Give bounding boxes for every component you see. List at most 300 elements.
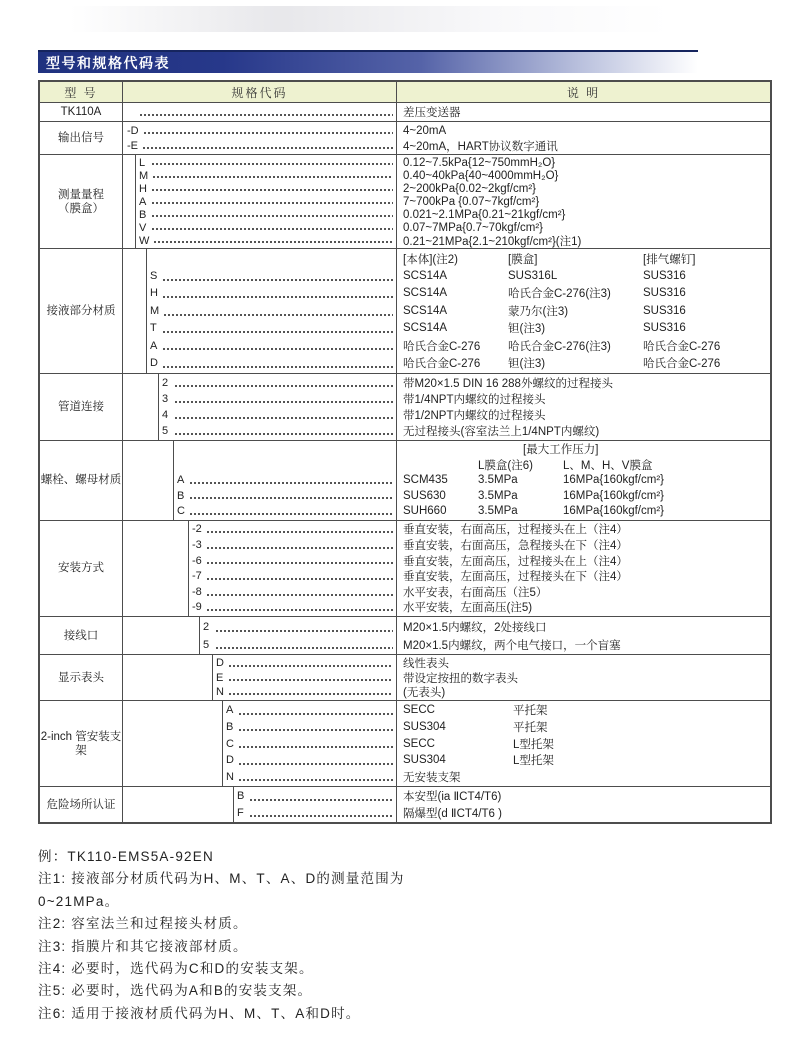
description-text: 0.21~21MPa{2.1~210kgf/cm²}(注1) xyxy=(403,235,582,248)
description-line xyxy=(397,182,768,195)
dotted-leader-line xyxy=(239,746,393,748)
footnote-text: 注4: 必要时，选代码为C和D的安装支架。 xyxy=(38,960,314,976)
section-wiring-port xyxy=(40,617,770,655)
description-line xyxy=(397,568,768,584)
dotted-leader-line xyxy=(140,114,393,116)
description-line xyxy=(397,407,768,423)
code-indent-divider xyxy=(158,374,159,440)
description-line xyxy=(397,685,768,699)
description-col-2: SUS316L xyxy=(508,270,558,283)
model-spec-code-table xyxy=(38,80,772,824)
section-label-text: 2-inch 管安装支架 xyxy=(40,730,122,757)
option-code: -E xyxy=(127,139,138,152)
description-text: 4~20mA，HART协议数字通讯 xyxy=(403,140,558,153)
section-label xyxy=(40,249,123,373)
code-indent-divider xyxy=(135,155,136,248)
description-col-1: [本体](注2) xyxy=(403,253,458,266)
description-line xyxy=(397,234,768,247)
dotted-leader-line xyxy=(239,713,393,715)
description-col-2: 平托架 xyxy=(513,705,548,718)
description-col-3: SUS316 xyxy=(643,304,686,317)
col-header-spec-code: 规格代码 xyxy=(122,82,397,102)
footnotes xyxy=(38,846,738,1025)
section-label-text: TK110A xyxy=(60,106,102,118)
description-line xyxy=(397,156,768,169)
section-display-head xyxy=(40,655,770,701)
code-column xyxy=(123,122,396,154)
section-label-text: 管道连接 xyxy=(58,400,104,413)
description-text: 垂直安装，右面高压，过程接头在上（注4） xyxy=(403,524,628,537)
description-col-3: 16MPa{160kgf/cm²} xyxy=(563,474,665,487)
page-title: 型号和规格代码表 xyxy=(46,54,170,71)
option-code: A xyxy=(177,474,185,487)
code-line xyxy=(123,656,396,670)
code-line xyxy=(123,735,396,752)
description-col-1: SECC xyxy=(403,704,435,717)
section-label xyxy=(40,655,123,700)
description-text: 无安装支架 xyxy=(403,771,461,784)
description-line xyxy=(397,473,768,488)
description-line xyxy=(397,805,768,822)
dotted-leader-line xyxy=(207,578,393,580)
section-label-text: 螺栓、螺母材质 xyxy=(40,474,122,487)
code-line xyxy=(123,407,396,423)
code-line xyxy=(123,391,396,407)
description-text: 线性表头 xyxy=(403,658,449,671)
dotted-leader-line xyxy=(207,547,393,549)
option-code: H xyxy=(150,287,158,300)
dotted-leader-line xyxy=(164,314,393,316)
col-header-model: 型 号 xyxy=(64,85,98,100)
description-col-3: 哈氏合金C-276 xyxy=(643,358,721,371)
description-col-1: SCS14A xyxy=(403,322,448,335)
description-text: 带设定按扭的数字表头 xyxy=(403,672,518,685)
code-line xyxy=(123,488,396,503)
description-text: 垂直安装，右面高压，急程接头在下（注4） xyxy=(403,540,628,553)
code-line xyxy=(123,568,396,584)
description-line xyxy=(397,788,768,805)
description-col-1: SUH660 xyxy=(403,504,447,517)
option-code: -7 xyxy=(192,570,202,583)
description-text: 本安型(ia ⅡCT4/T6) xyxy=(403,791,502,804)
description-text: 带1/4NPT内螺纹的过程接头 xyxy=(403,393,546,406)
section-label xyxy=(40,701,123,786)
option-code: B xyxy=(237,790,245,803)
section-label xyxy=(40,787,123,822)
description-col-2: L型托架 xyxy=(513,738,554,751)
description-column xyxy=(396,155,768,248)
section-label xyxy=(40,441,123,520)
dotted-leader-line xyxy=(239,779,393,781)
example-code-text: 例：TK110-EMS5A-92EN xyxy=(38,849,214,864)
description-line xyxy=(397,123,768,138)
code-line xyxy=(123,375,396,391)
dotted-leader-line xyxy=(229,679,393,681)
option-code: C xyxy=(226,737,234,750)
option-code: B xyxy=(226,721,234,734)
code-indent-divider xyxy=(199,617,200,654)
code-line xyxy=(123,618,396,636)
code-line xyxy=(123,195,396,208)
dotted-leader-line xyxy=(190,497,393,499)
section-hazard-cert xyxy=(40,787,770,822)
footnote-text: 注5: 必要时，选代码为A和B的安装支架。 xyxy=(38,983,313,999)
code-line xyxy=(123,752,396,769)
code-line xyxy=(123,302,396,319)
code-line xyxy=(123,285,396,302)
dotted-leader-line xyxy=(175,433,393,435)
option-code: B xyxy=(177,489,185,502)
description-line xyxy=(397,195,768,208)
description-col-3: 16MPa{160kgf/cm²} xyxy=(563,489,665,502)
section-title-bar xyxy=(38,50,698,73)
code-line xyxy=(123,636,396,654)
description-line xyxy=(397,553,768,569)
dotted-leader-line xyxy=(144,132,393,134)
option-code: S xyxy=(150,270,158,283)
code-line xyxy=(123,234,396,247)
description-line xyxy=(397,671,768,685)
dotted-leader-line xyxy=(163,366,393,368)
description-line xyxy=(397,537,768,553)
code-line xyxy=(123,208,396,221)
description-text: [最大工作压力] xyxy=(523,444,599,457)
code-line xyxy=(123,457,396,472)
description-text: 垂直安装，左面高压，过程接头在下（注4） xyxy=(403,571,628,584)
description-text: 0.12~7.5kPa{12~750mmH₂O} xyxy=(403,156,556,169)
code-line xyxy=(123,156,396,169)
description-col-3: SUS316 xyxy=(643,270,686,283)
description-col-1: SCM435 xyxy=(403,474,448,487)
code-line xyxy=(123,553,396,569)
description-line xyxy=(397,320,768,337)
option-code: A xyxy=(139,195,147,208)
description-col-2: 哈氏合金C-276(注3) xyxy=(508,288,611,301)
col-header-description: 说 明 xyxy=(566,85,601,100)
description-line xyxy=(397,457,768,472)
code-line xyxy=(123,685,396,699)
description-text: 水平安表，右面高压（注5） xyxy=(403,586,548,599)
section-wetted-material xyxy=(40,249,770,374)
description-col-1: 哈氏合金C-276 xyxy=(403,358,481,371)
description-line xyxy=(397,488,768,503)
description-col-2: 蒙乃尔(注3) xyxy=(508,305,569,318)
option-code: D xyxy=(150,357,158,370)
option-code: 5 xyxy=(203,638,210,651)
dotted-leader-line xyxy=(175,401,393,403)
description-col-3: [排气螺钉] xyxy=(643,253,696,266)
option-code: L xyxy=(139,156,146,169)
description-text: 4~20mA xyxy=(403,124,447,137)
code-line xyxy=(123,769,396,786)
description-col-1: SCS14A xyxy=(403,287,448,300)
code-indent-divider xyxy=(146,249,147,373)
dotted-leader-line xyxy=(207,594,393,596)
code-line xyxy=(123,473,396,488)
description-col-1: SUS630 xyxy=(403,489,446,502)
code-line xyxy=(123,221,396,234)
description-line xyxy=(397,354,768,371)
section-label-text: 危险场所认证 xyxy=(46,798,116,811)
option-code: W xyxy=(139,234,150,247)
option-code: E xyxy=(216,671,224,684)
code-column xyxy=(123,521,396,617)
description-text: 带M20×1.5 DIN 16 288外螺纹的过程接头 xyxy=(403,377,613,390)
section-label xyxy=(40,103,123,121)
description-col-3: 16MPa{160kgf/cm²} xyxy=(563,504,665,517)
dotted-leader-line xyxy=(163,296,393,298)
code-line xyxy=(123,138,396,153)
description-line xyxy=(397,503,768,518)
dotted-leader-line xyxy=(216,630,393,632)
dotted-leader-line xyxy=(143,147,393,149)
table-header-row xyxy=(40,82,770,103)
option-code: F xyxy=(237,806,244,819)
description-text: 隔爆型(d ⅡCT4/T6 ) xyxy=(403,807,502,820)
option-code: N xyxy=(216,685,224,698)
description-line xyxy=(397,618,768,636)
description-column xyxy=(396,122,768,154)
description-text: M20×1.5内螺纹，两个电气接口，一个盲塞 xyxy=(403,639,621,652)
code-column xyxy=(123,249,396,373)
section-label xyxy=(40,122,123,154)
description-text: 7~700kPa {0.07~7kgf/cm²} xyxy=(403,195,540,208)
section-output-signal xyxy=(40,122,770,155)
dotted-leader-line xyxy=(175,385,393,387)
code-indent-divider xyxy=(188,521,189,617)
option-code: A xyxy=(226,704,234,717)
description-line xyxy=(397,285,768,302)
dotted-leader-line xyxy=(152,202,393,204)
section-label xyxy=(40,617,123,654)
description-col-1: SUS304 xyxy=(403,721,446,734)
footnote-text: 0~21MPa。 xyxy=(38,893,120,909)
description-column xyxy=(396,787,768,822)
description-col-2: L膜盒(注6) xyxy=(478,459,533,472)
option-code: -8 xyxy=(192,585,202,598)
description-text: 0.40~40kPa{40~4000mmH₂O} xyxy=(403,169,559,182)
description-col-2: 3.5MPa xyxy=(478,489,518,502)
code-line xyxy=(123,522,396,538)
description-col-3: L、M、H、V膜盒 xyxy=(563,459,653,472)
description-line xyxy=(397,735,768,752)
description-line xyxy=(397,104,768,120)
description-line xyxy=(397,138,768,153)
code-line xyxy=(123,169,396,182)
option-code: H xyxy=(139,182,147,195)
description-col-2: L型托架 xyxy=(513,755,554,768)
description-col-2: 钽(注3) xyxy=(508,358,546,371)
code-line xyxy=(123,788,396,805)
option-code: -2 xyxy=(192,523,202,536)
description-text: 无过程接头(容室法兰上1/4NPT内螺纹) xyxy=(403,425,600,438)
description-column xyxy=(396,701,768,786)
description-text: 水平安装，左面高压(注5) xyxy=(403,602,533,615)
dotted-leader-line xyxy=(207,562,393,564)
dotted-leader-line xyxy=(175,417,393,419)
description-line xyxy=(397,769,768,786)
option-code: M xyxy=(150,304,160,317)
description-line xyxy=(397,302,768,319)
description-column xyxy=(396,521,768,617)
option-code: 2 xyxy=(162,376,169,389)
code-line xyxy=(123,503,396,518)
description-column xyxy=(396,617,768,654)
description-text: 0.021~2.1MPa{0.21~21kgf/cm²} xyxy=(403,208,566,221)
description-line xyxy=(397,375,768,391)
dotted-leader-line xyxy=(163,279,393,281)
dotted-leader-line xyxy=(239,763,393,765)
dotted-leader-line xyxy=(190,482,393,484)
code-indent-divider xyxy=(212,655,213,700)
code-line xyxy=(123,584,396,600)
description-col-2: 平托架 xyxy=(513,722,548,735)
top-page-shading xyxy=(70,6,670,32)
dotted-leader-line xyxy=(207,531,393,533)
description-col-1: SUS304 xyxy=(403,754,446,767)
code-line xyxy=(123,337,396,354)
section-bolt-nut-material xyxy=(40,441,770,521)
section-pipe-connection xyxy=(40,374,770,441)
dotted-leader-line xyxy=(207,609,393,611)
description-column xyxy=(396,655,768,700)
code-column xyxy=(123,103,396,121)
code-indent-divider xyxy=(233,787,234,822)
code-line xyxy=(123,267,396,284)
code-indent-divider xyxy=(173,441,174,520)
description-line xyxy=(397,250,768,267)
dotted-leader-line xyxy=(216,647,393,649)
code-column xyxy=(123,441,396,520)
description-text: 2~200kPa{0.02~2kgf/cm²} xyxy=(403,182,536,195)
code-line xyxy=(123,537,396,553)
description-col-1: SCS14A xyxy=(403,304,448,317)
description-line xyxy=(397,423,768,439)
description-text: 差压变送器 xyxy=(403,107,461,119)
table-body xyxy=(40,103,770,822)
section-label xyxy=(40,155,123,248)
description-text: 0.07~7MPa{0.7~70kgf/cm²} xyxy=(403,221,544,234)
section-model xyxy=(40,103,770,122)
section-label-text: 输出信号 xyxy=(58,132,104,144)
code-line xyxy=(123,671,396,685)
section-pipe-bracket xyxy=(40,701,770,787)
description-line xyxy=(397,702,768,719)
code-indent-divider xyxy=(222,701,223,786)
section-label-text: 显示表头 xyxy=(58,671,104,684)
code-column xyxy=(123,374,396,440)
description-text: 垂直安装，左面高压，过程接头在上（注4） xyxy=(403,555,628,568)
option-code: -9 xyxy=(192,601,202,614)
option-code: 3 xyxy=(162,392,169,405)
description-col-2: 哈氏合金C-276(注3) xyxy=(508,340,611,353)
code-line xyxy=(123,182,396,195)
dotted-leader-line xyxy=(250,815,393,817)
description-col-2: 钽(注3) xyxy=(508,323,546,336)
description-col-1: SCS14A xyxy=(403,270,448,283)
code-column xyxy=(123,617,396,654)
code-column xyxy=(123,787,396,822)
dotted-leader-line xyxy=(163,331,393,333)
option-code: V xyxy=(139,221,147,234)
section-label-text: 安装方式 xyxy=(58,562,104,575)
section-measure-range xyxy=(40,155,770,249)
option-code: -6 xyxy=(192,554,202,567)
description-line xyxy=(397,656,768,670)
description-line xyxy=(397,267,768,284)
option-code: B xyxy=(139,208,147,221)
dotted-leader-line xyxy=(229,665,393,667)
dotted-leader-line xyxy=(154,241,393,243)
description-col-2: [膜盒] xyxy=(508,253,538,266)
section-mounting xyxy=(40,521,770,618)
section-label-text: （膜盒） xyxy=(58,202,104,215)
dotted-leader-line xyxy=(250,799,393,801)
description-line xyxy=(397,169,768,182)
description-column xyxy=(396,374,768,440)
code-column xyxy=(123,155,396,248)
dotted-leader-line xyxy=(153,176,393,178)
option-code: A xyxy=(150,339,158,352)
description-col-2: 3.5MPa xyxy=(478,474,518,487)
code-column xyxy=(123,701,396,786)
footnote-text: 注3: 指膜片和其它接液部材质。 xyxy=(38,938,248,954)
dotted-leader-line xyxy=(152,228,393,230)
description-line xyxy=(397,636,768,654)
option-code: D xyxy=(216,657,224,670)
option-code: 4 xyxy=(162,408,169,421)
code-line xyxy=(123,805,396,822)
option-code: D xyxy=(226,754,234,767)
dotted-leader-line xyxy=(152,215,393,217)
dotted-leader-line xyxy=(163,348,393,350)
description-line xyxy=(397,600,768,616)
code-line xyxy=(123,320,396,337)
description-column xyxy=(396,249,768,373)
description-line xyxy=(397,337,768,354)
option-code: -3 xyxy=(192,539,202,552)
section-label xyxy=(40,374,123,440)
option-code: N xyxy=(226,770,234,783)
description-column xyxy=(396,103,768,121)
dotted-leader-line xyxy=(152,163,393,165)
description-col-1: SECC xyxy=(403,737,435,750)
section-label-text: 接线口 xyxy=(63,629,99,642)
option-code: -D xyxy=(127,124,139,137)
option-code: 5 xyxy=(162,424,169,437)
footnote-text: 注6: 适用于接液材质代码为H、M、T、A和D时。 xyxy=(38,1005,361,1021)
description-line xyxy=(397,752,768,769)
dotted-leader-line xyxy=(229,693,393,695)
code-line xyxy=(123,702,396,719)
description-line xyxy=(397,584,768,600)
dotted-leader-line xyxy=(239,729,393,731)
description-col-3: SUS316 xyxy=(643,287,686,300)
dotted-leader-line xyxy=(152,189,393,191)
dotted-leader-line xyxy=(190,513,393,515)
option-code: 2 xyxy=(203,621,210,633)
code-line xyxy=(123,423,396,439)
footnote-text: 注2: 容室法兰和过程接头材质。 xyxy=(38,916,248,932)
section-label xyxy=(40,521,123,617)
code-line xyxy=(123,250,396,267)
description-col-2: 3.5MPa xyxy=(478,504,518,517)
footnote-text: 注1: 接液部分材质代码为H、M、T、A、D的测量范围为 xyxy=(38,871,405,887)
description-text: (无表头) xyxy=(403,687,446,699)
code-line xyxy=(123,354,396,371)
section-label-text: 接液部分材质 xyxy=(46,304,116,317)
code-line xyxy=(123,442,396,457)
